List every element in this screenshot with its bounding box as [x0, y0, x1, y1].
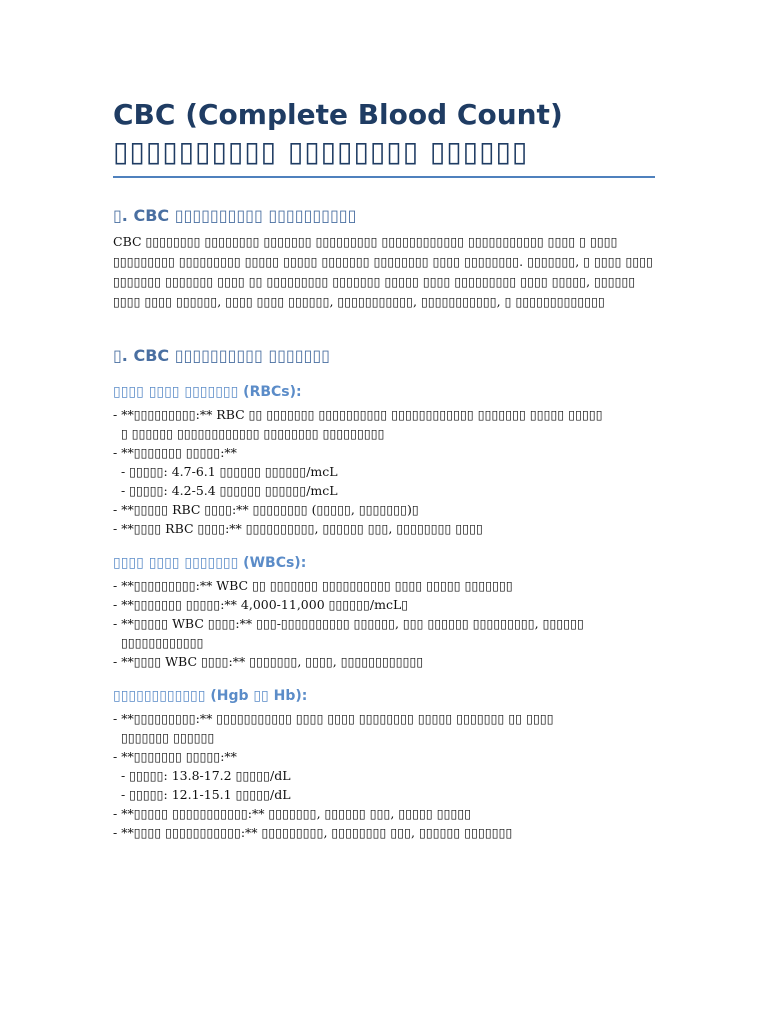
- list-item: - **▯▯▯▯▯ RBC ▯▯▯▯:** ▯▯▯▯▯▯▯▯ (▯▯▯▯▯, ▯▯▯▯▯▯▯)▯: [113, 502, 419, 517]
- list-item: - **▯▯▯▯▯▯▯ ▯▯▯▯▯:** 4,000-11,000 ▯▯▯▯▯▯/mcL▯: [113, 597, 409, 612]
- list-item: ▯▯▯▯▯▯▯ ▯▯▯▯▯▯: [113, 730, 215, 745]
- list-item: - **▯▯▯▯▯▯▯ ▯▯▯▯▯:**: [113, 749, 237, 764]
- list-item: - **▯▯▯▯▯ ▯▯▯▯▯▯▯▯▯▯▯:** ▯▯▯▯▯▯▯, ▯▯▯▯▯▯ ▯▯▯, ▯▯▯▯▯ ▯▯▯▯▯: [113, 806, 472, 821]
- list-item: - **▯▯▯▯ WBC ▯▯▯▯:** ▯▯▯▯▯▯▯, ▯▯▯▯, ▯▯▯▯▯▯▯▯▯▯▯▯: [113, 654, 424, 669]
- list-item: - ▯▯▯▯▯: 4.7-6.1 ▯▯▯▯▯▯ ▯▯▯▯▯▯/mcL: [113, 464, 338, 479]
- section-1-heading: ▯. CBC ▯▯▯▯▯▯▯▯▯▯ ▯▯▯▯▯▯▯▯▯▯: [113, 206, 357, 225]
- subsection-rbc-body: [113, 405, 658, 538]
- list-item: - ▯▯▯▯▯: 13.8-17.2 ▯▯▯▯▯/dL: [113, 768, 291, 783]
- section-2-heading: ▯. CBC ▯▯▯▯▯▯▯▯▯▯ ▯▯▯▯▯▯▯: [113, 346, 330, 365]
- list-item: ▯▯▯▯▯▯▯▯▯▯▯▯: [113, 635, 204, 650]
- list-item: ▯ ▯▯▯▯▯▯ ▯▯▯▯▯▯▯▯▯▯▯▯ ▯▯▯▯▯▯▯▯ ▯▯▯▯▯▯▯▯▯: [113, 426, 385, 441]
- subsection-wbc-heading: ▯▯▯▯ ▯▯▯▯ ▯▯▯▯▯▯▯ (WBCs):: [113, 555, 307, 571]
- list-item: - **▯▯▯▯▯▯▯ ▯▯▯▯▯:**: [113, 445, 237, 460]
- subsection-hemoglobin-body: [113, 709, 658, 842]
- list-item: - **▯▯▯▯▯ WBC ▯▯▯▯:** ▯▯▯-▯▯▯▯▯▯▯▯▯▯ ▯▯▯▯▯▯, ▯▯▯ ▯▯▯▯▯▯ ▯▯▯▯▯▯▯▯▯, ▯▯▯▯▯▯: [113, 616, 584, 631]
- document-title-english: CBC (Complete Blood Count): [113, 98, 563, 131]
- section-1-paragraph: CBC ▯▯▯▯▯▯▯▯ ▯▯▯▯▯▯▯▯ ▯▯▯▯▯▯▯ ▯▯▯▯▯▯▯▯▯ ▯▯▯▯▯▯▯▯▯▯▯▯ ▯▯▯▯▯▯▯▯▯▯▯ ▯▯▯▯ ▯ ▯▯▯▯ ▯▯▯▯▯▯▯▯▯ ▯▯▯▯▯▯▯▯▯ ▯▯▯▯▯ ▯▯▯▯▯ ▯▯▯▯▯▯▯ ▯▯▯▯▯▯▯▯ ▯▯▯▯ ▯▯▯▯▯▯▯▯. ▯▯▯▯▯▯▯, ▯ ▯▯▯▯ ▯▯▯▯ ▯▯▯▯▯▯▯ ▯▯▯▯▯▯▯ ▯▯▯▯ ▯▯ ▯▯▯▯▯▯▯▯▯ ▯▯▯▯▯▯▯ ▯▯▯▯▯ ▯▯▯▯ ▯▯▯▯▯▯▯▯▯ ▯▯▯▯ ▯▯▯▯▯, ▯▯▯▯▯▯ ▯▯▯▯ ▯▯▯▯ ▯▯▯▯▯▯, ▯▯▯▯ ▯▯▯▯ ▯▯▯▯▯▯, ▯▯▯▯▯▯▯▯▯▯▯, ▯▯▯▯▯▯▯▯▯▯▯, ▯ ▯▯▯▯▯▯▯▯▯▯▯▯▯: [113, 234, 654, 309]
- list-item: - **▯▯▯▯ ▯▯▯▯▯▯▯▯▯▯▯:** ▯▯▯▯▯▯▯▯▯, ▯▯▯▯▯▯▯▯ ▯▯▯, ▯▯▯▯▯▯ ▯▯▯▯▯▯▯: [113, 825, 513, 840]
- subsection-rbc-heading: ▯▯▯▯ ▯▯▯▯ ▯▯▯▯▯▯▯ (RBCs):: [113, 384, 302, 400]
- list-item: - **▯▯▯▯▯▯▯▯▯:** WBC ▯▯ ▯▯▯▯▯▯▯ ▯▯▯▯▯▯▯▯▯▯ ▯▯▯▯ ▯▯▯▯▯ ▯▯▯▯▯▯▯: [113, 578, 513, 593]
- list-item: - ▯▯▯▯▯: 4.2-5.4 ▯▯▯▯▯▯ ▯▯▯▯▯▯/mcL: [113, 483, 338, 498]
- list-item: - **▯▯▯▯ RBC ▯▯▯▯:** ▯▯▯▯▯▯▯▯▯▯, ▯▯▯▯▯▯ ▯▯▯, ▯▯▯▯▯▯▯▯ ▯▯▯▯: [113, 521, 483, 536]
- document-title-bengali: ▯▯▯▯▯▯▯▯▯▯ ▯▯▯▯▯▯▯▯ ▯▯▯▯▯▯: [113, 135, 529, 168]
- subsection-wbc-body: [113, 576, 658, 671]
- list-item: - **▯▯▯▯▯▯▯▯▯:** RBC ▯▯ ▯▯▯▯▯▯▯ ▯▯▯▯▯▯▯▯▯▯ ▯▯▯▯▯▯▯▯▯▯▯▯ ▯▯▯▯▯▯▯ ▯▯▯▯▯ ▯▯▯▯▯: [113, 407, 603, 422]
- list-item: - ▯▯▯▯▯: 12.1-15.1 ▯▯▯▯▯/dL: [113, 787, 291, 802]
- title-underline: [113, 176, 655, 178]
- list-item: - **▯▯▯▯▯▯▯▯▯:** ▯▯▯▯▯▯▯▯▯▯▯ ▯▯▯▯ ▯▯▯▯ ▯▯▯▯▯▯▯▯ ▯▯▯▯▯ ▯▯▯▯▯▯▯ ▯▯ ▯▯▯▯: [113, 711, 554, 726]
- subsection-hemoglobin-heading: ▯▯▯▯▯▯▯▯▯▯▯▯ (Hgb ▯▯ Hb):: [113, 688, 308, 704]
